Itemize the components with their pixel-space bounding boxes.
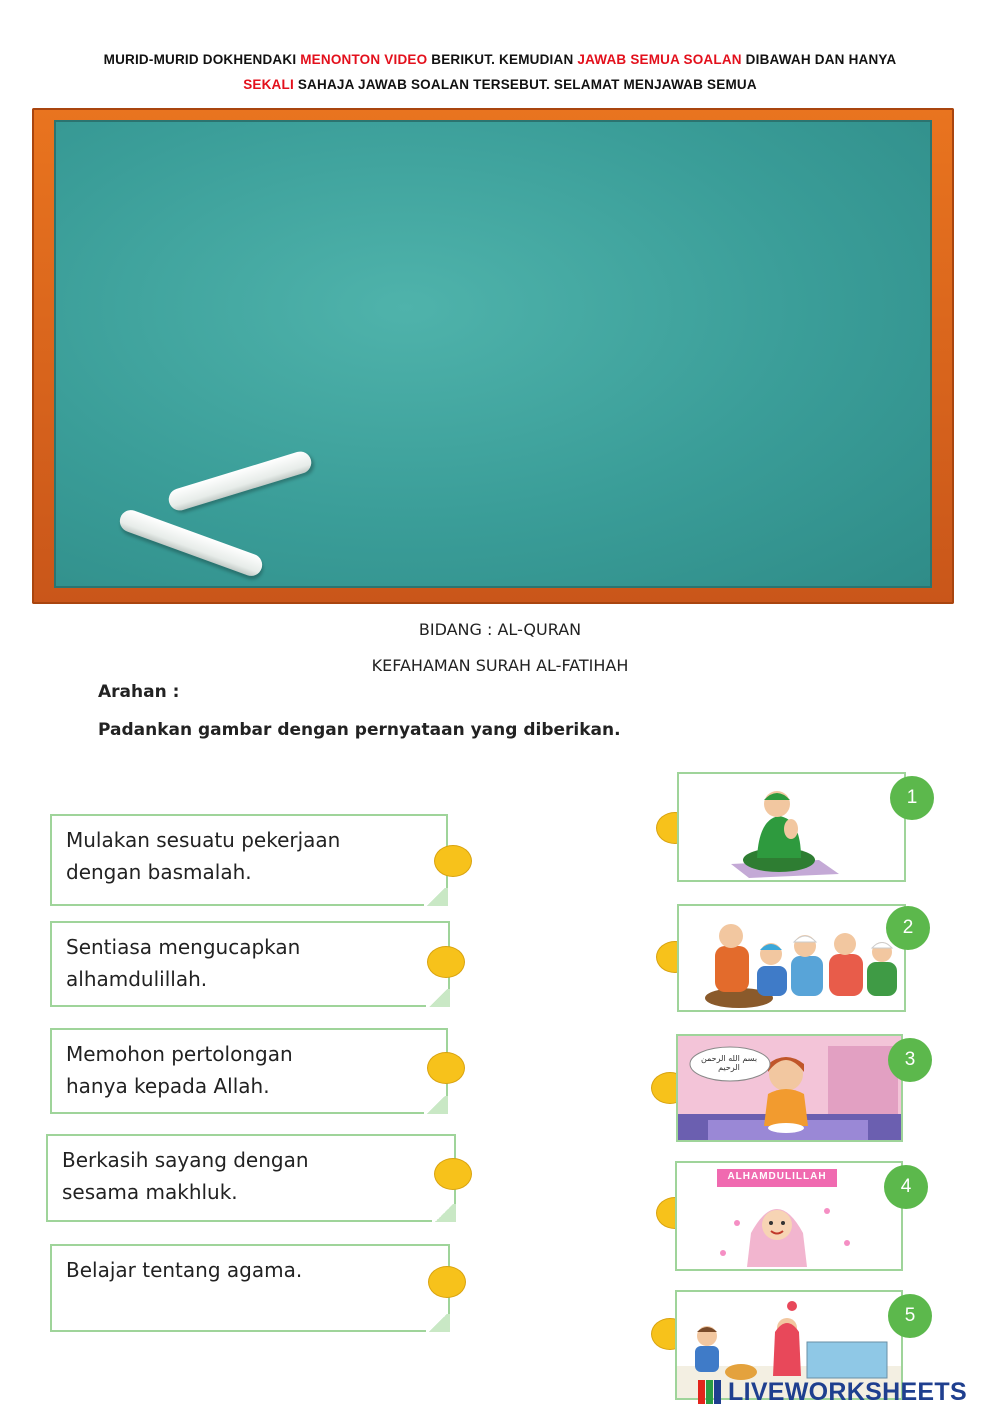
statement-card-3	[50, 1028, 448, 1114]
instruction-text: DIBAWAH DAN HANYA	[741, 52, 897, 67]
instruction-line-2	[60, 77, 940, 92]
picture-number-badge-3: 3	[888, 1038, 932, 1082]
picture-number-badge-2: 2	[886, 906, 930, 950]
instruction-line-1	[60, 52, 940, 67]
picture-number-badge-4: 4	[884, 1165, 928, 1209]
statement-text: sesama makhluk.	[62, 1180, 238, 1204]
chalk-stick-icon	[166, 449, 314, 513]
statement-text: alhamdulillah.	[66, 967, 208, 991]
statement-card-4	[46, 1134, 456, 1222]
page-fold	[424, 888, 448, 906]
instruction-highlight: MENONTON VIDEO	[300, 52, 428, 67]
picture-card-3	[676, 1034, 903, 1142]
statement-card-5	[50, 1244, 450, 1332]
page-fold	[432, 1204, 456, 1222]
boy-praying-icon	[679, 774, 906, 882]
statement-text: Mulakan sesuatu pekerjaan	[66, 828, 341, 852]
match-dot-statement-3[interactable]	[427, 1052, 465, 1084]
statement-text: Belajar tentang agama.	[66, 1258, 303, 1282]
topic-heading: KEFAHAMAN SURAH AL-FATIHAH	[371, 656, 629, 675]
girl-eating-basmalah-icon	[678, 1036, 903, 1142]
instruction-highlight: SEKALI	[243, 77, 294, 92]
picture-card-1	[677, 772, 906, 882]
statement-card-2	[50, 921, 450, 1007]
alhamdulillah-caption: ALHAMDULILLAH	[727, 1171, 827, 1182]
page-fold	[426, 1314, 450, 1332]
children-studying-icon	[679, 906, 906, 1012]
picture-card-4	[675, 1161, 903, 1271]
basmalah-speech-bubble: بسم الله الرحمن الرحيم	[700, 1054, 758, 1072]
brand-text: LIVEWORKSHEETS	[728, 1378, 967, 1406]
instruction-text: SAHAJA JAWAB SOALAN TERSEBUT. SELAMAT MENJAWAB SEMUA	[293, 77, 757, 92]
arahan-instruction: Padankan gambar dengan pernyataan yang diberikan.	[98, 720, 621, 740]
brand-watermark[interactable]	[700, 1378, 967, 1407]
match-dot-statement-2[interactable]	[427, 946, 465, 978]
statement-text: Berkasih sayang dengan	[62, 1148, 309, 1172]
instruction-text: MURID-MURID DOKHENDAKI	[103, 52, 301, 67]
arahan-label: Arahan :	[98, 682, 180, 702]
chalkboard-surface[interactable]	[54, 120, 932, 588]
picture-number-badge-1: 1	[890, 776, 934, 820]
instruction-highlight: JAWAB SEMUA SOALAN	[577, 52, 742, 67]
subject-heading: BIDANG : AL-QURAN	[418, 620, 582, 639]
page-fold	[426, 989, 450, 1007]
statement-text: dengan basmalah.	[66, 860, 252, 884]
picture-card-2	[677, 904, 906, 1012]
chalk-stick-icon	[117, 507, 265, 579]
instruction-text: BERIKUT. KEMUDIAN	[427, 52, 578, 67]
match-dot-statement-1[interactable]	[434, 845, 472, 877]
page-fold	[424, 1096, 448, 1114]
statement-text: Sentiasa mengucapkan	[66, 935, 301, 959]
statement-text: Memohon pertolongan	[66, 1042, 293, 1066]
match-dot-statement-4[interactable]	[434, 1158, 472, 1190]
statement-text: hanya kepada Allah.	[66, 1074, 270, 1098]
match-dot-statement-5[interactable]	[428, 1266, 466, 1298]
picture-number-badge-5: 5	[888, 1294, 932, 1338]
video-chalkboard[interactable]	[32, 108, 954, 604]
statement-card-1	[50, 814, 448, 906]
